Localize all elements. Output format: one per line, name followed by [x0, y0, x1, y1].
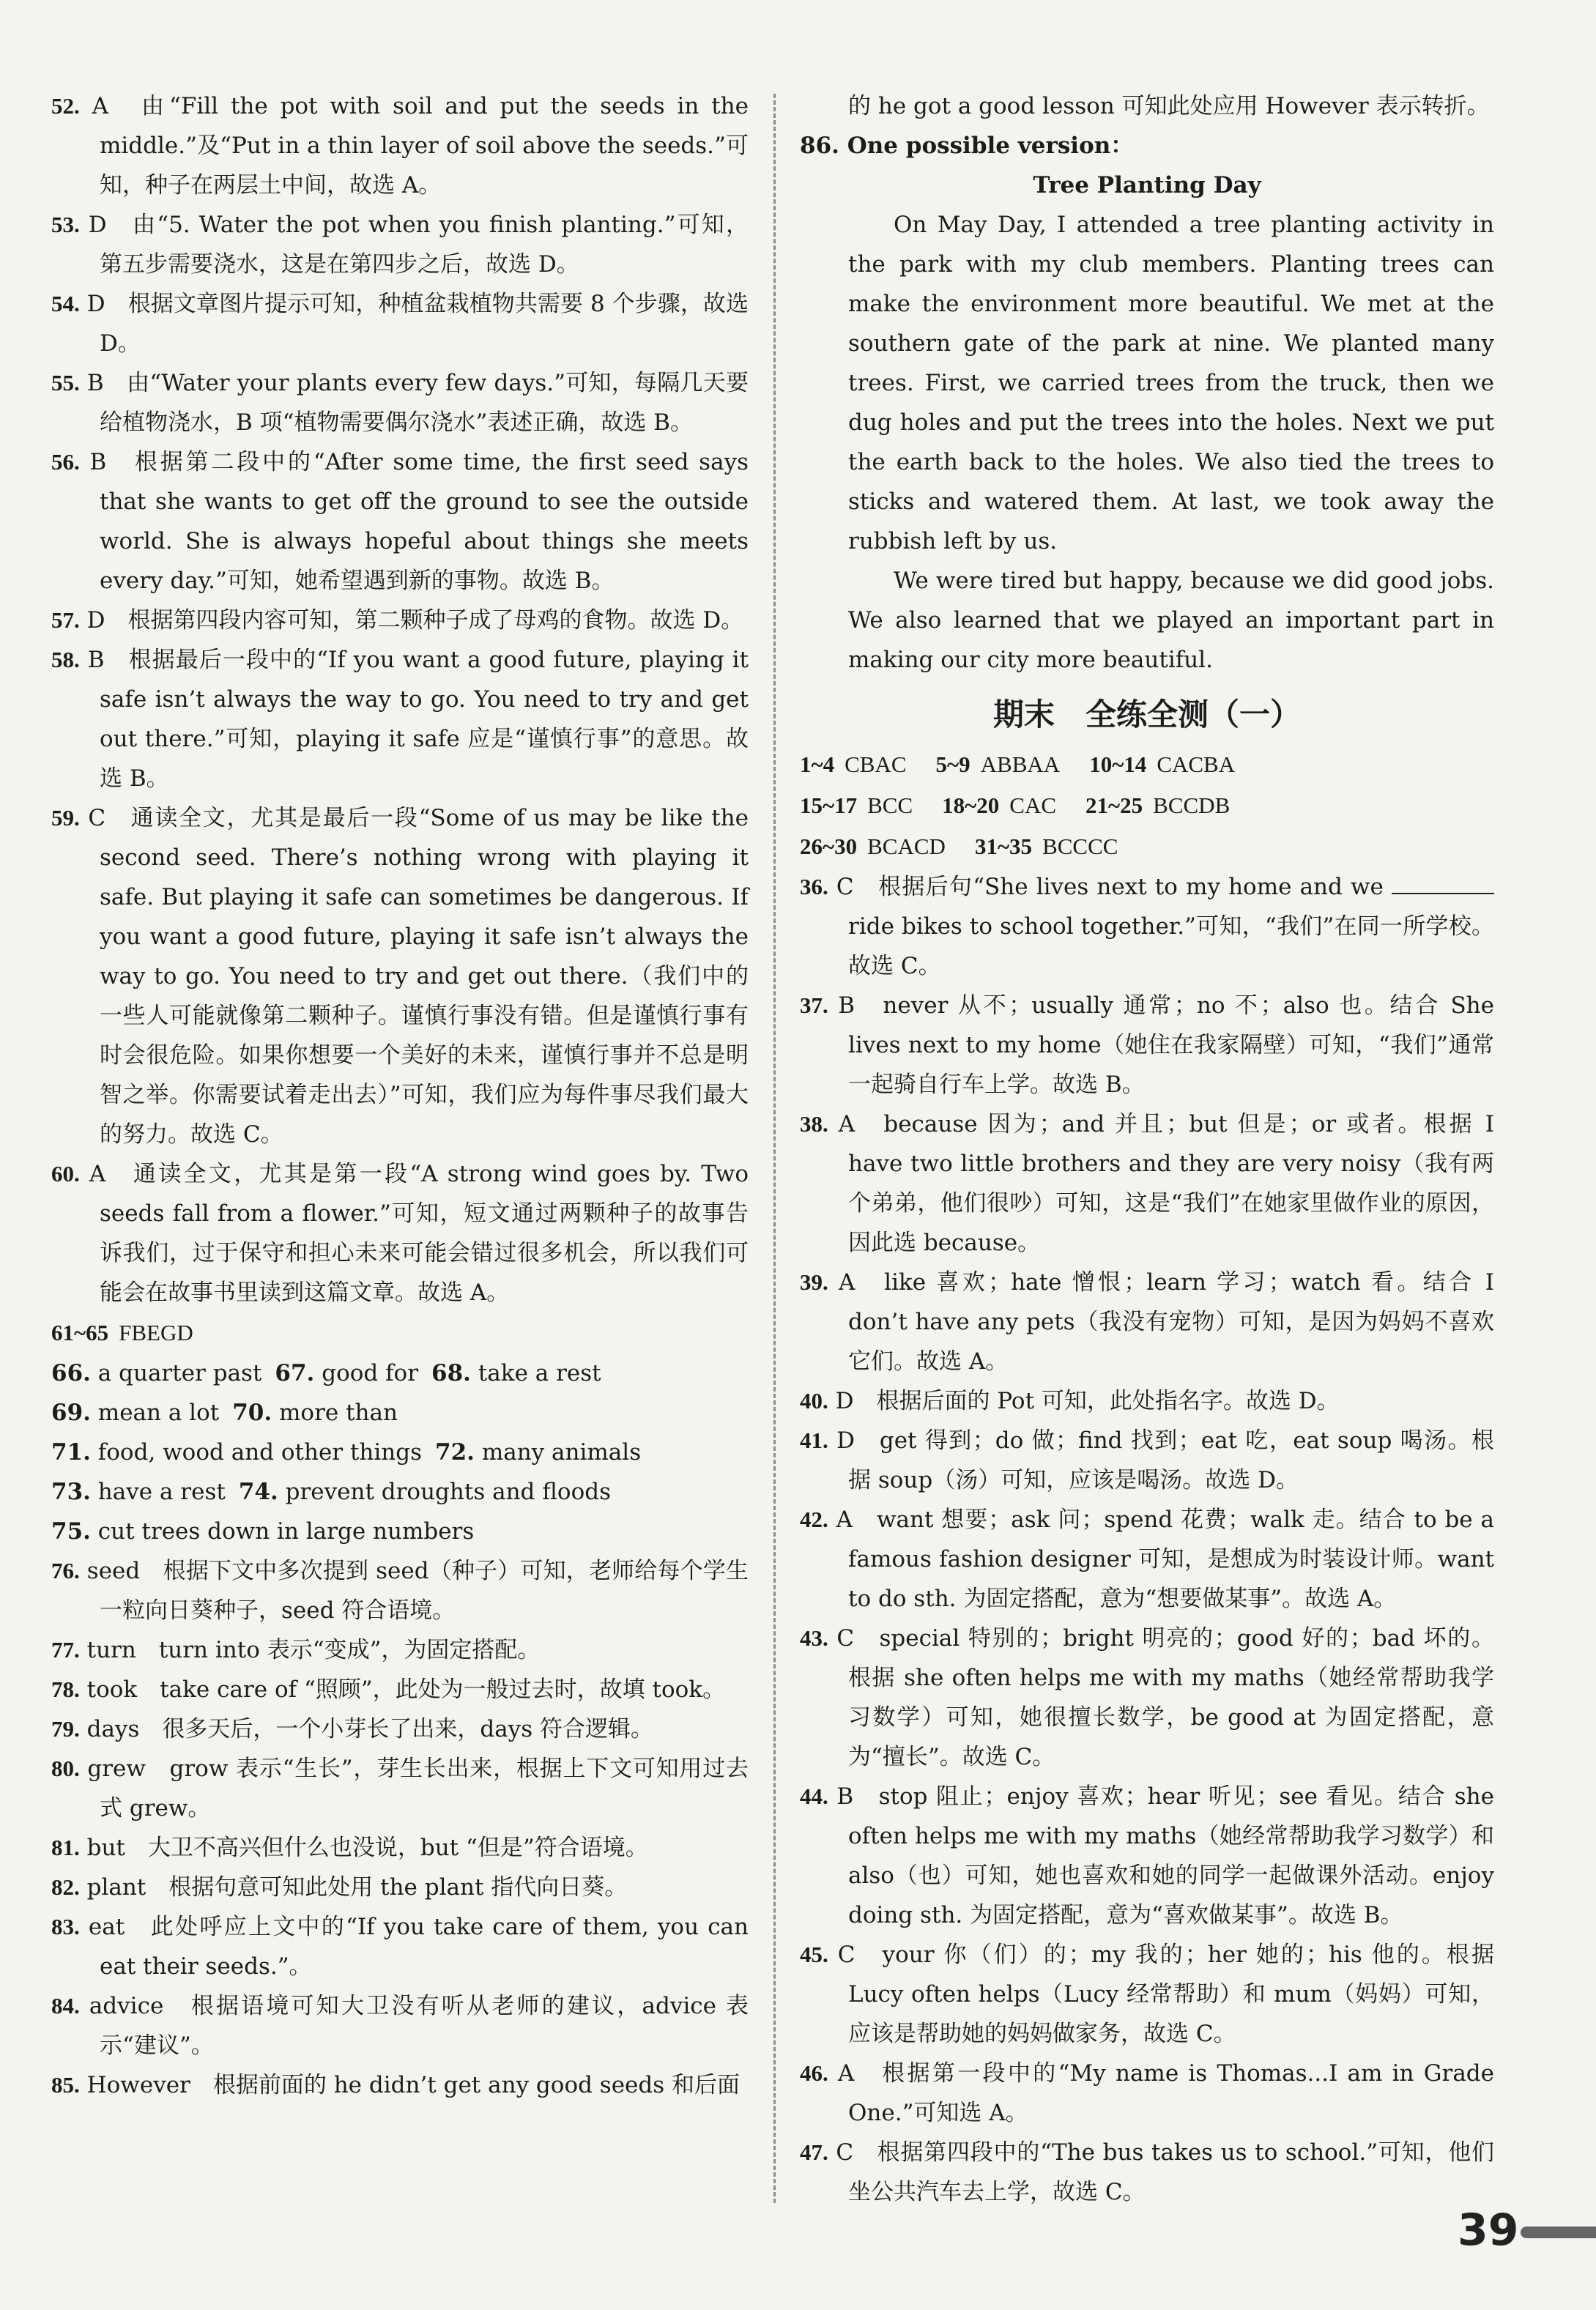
question-range: 1~4 — [800, 751, 835, 777]
left-column — [51, 86, 749, 2105]
answer-text: eat 此处呼应上文中的“If you take care of them, you can eat their seeds.”。 — [88, 1914, 749, 1980]
fill-blank — [1392, 874, 1494, 894]
answer-text: D 根据后面的 Pot 可知，此处指名字。故选 D。 — [835, 1388, 1340, 1414]
question-number: 85. — [51, 2072, 80, 2098]
answer-text: prevent droughts and floods — [285, 1479, 611, 1505]
section-title: 期末 全练全测（一） — [992, 697, 1301, 732]
question-number: 55. — [51, 370, 80, 395]
answer-text: D 根据文章图片提示可知，种植盆栽植物共需要 8 个步骤，故选 D。 — [86, 291, 749, 357]
question-number: 75. — [51, 1518, 91, 1545]
answer-item — [800, 1421, 1494, 1500]
question-range: 10~14 — [1089, 751, 1147, 777]
question-range: 5~9 — [935, 751, 970, 777]
answer-text: ride bikes to school together.”可知，“我们”在同一所学校。故选 C。 — [848, 913, 1494, 979]
answer-item — [800, 1500, 1494, 1619]
answer-text: A 由“Fill the pot with soil and put the seeds in the middle.”及“Put in a thin layer of soil above the seeds.”可知，种子在两层土中间，故选 A。 — [92, 93, 749, 198]
short-answer-line — [51, 1472, 749, 1512]
question-number: 44. — [800, 1783, 828, 1809]
answer-text: C 通读全文，尤其是最后一段“Some of us may be like the second seed. There’s nothing wrong with playing it safe. But playing it safe can sometimes be dangerous. If you want a good future, playing it safe isn’t always the way to go. You need to try and get out there.（我们中的一些人可能就像第二颗种子。谨慎行事没有错。但是谨慎行事有时会很危险。如果你想要一个美好的未来，谨慎行事并不总是明智之举。你需要试着走出去）”可知，我们应为每件事尽我们最大的努力。故选 C。 — [88, 805, 749, 1148]
answer-item — [51, 284, 749, 363]
answer-text: advice 根据语境可知大卫没有听从老师的建议，advice 表示“建议”。 — [89, 1993, 749, 2059]
question-number: 77. — [51, 1637, 80, 1663]
question-range: 21~25 — [1085, 792, 1143, 818]
question-number: 46. — [800, 2060, 828, 2086]
answer-item — [800, 867, 1494, 986]
essay-body — [800, 205, 1494, 680]
essay-paragraph: On May Day, I attended a tree planting activity in the park with my club members. Planting trees can make the environment more beautiful. We met at the southern gate of the park at nine. We planted many trees. First, we carried trees from the truck, then we dug holes and put the trees into the holes. Next we put the earth back to the holes. We also tied the trees to sticks and watered them. At last, we took away the rubbish left by us. — [848, 212, 1494, 554]
answer-text: C 根据后句“She lives next to my home and we — [836, 874, 1384, 900]
short-answer-line — [51, 1353, 749, 1393]
answer-text: A 通读全文，尤其是第一段“A strong wind goes by. Two seeds fall from a flower.”可知，短文通过两颗种子的故事告诉我们，过于保守和担心未来可能会错过很多机会，所以我们可能会在故事书里读到这篇文章。故选 A。 — [89, 1161, 749, 1306]
answer-item — [51, 2065, 749, 2105]
question-number: 54. — [51, 291, 80, 316]
answer-key-line — [51, 1312, 749, 1353]
question-number: 45. — [800, 1942, 828, 1967]
question-number: 76. — [51, 1558, 80, 1583]
answer-item — [51, 1551, 749, 1630]
answer-item — [51, 1828, 749, 1868]
answer-letters: CAC — [1009, 792, 1057, 818]
question-range: 61~65 — [51, 1320, 109, 1345]
answer-text: D 由“5. Water the pot when you finish planting.”可知，第五步需要浇水，这是在第四步之后，故选 D。 — [88, 212, 749, 278]
answer-text: C special 特别的；bright 明亮的；good 好的；bad 坏的。根据 she often helps me with my maths（她经常帮助我学习数学）可知，她很擅长数学，be good at 为固定搭配，意为“擅长”。故选 C。 — [836, 1625, 1495, 1770]
answer-item — [800, 1777, 1494, 1935]
essay-title: Tree Planting Day — [1033, 172, 1261, 198]
answer-letters: FBEGD — [119, 1320, 193, 1345]
answer-text: However 根据前面的 he didn’t get any good seeds 和后面 — [86, 2072, 741, 2098]
short-answer-line — [51, 1512, 749, 1551]
answer-text: C your 你（们）的；my 我的；her 她的；his 他的。根据 Lucy often helps（Lucy 经常帮助）和 mum（妈妈）可知，应该是帮助她的妈妈做家务，故选 C。 — [837, 1942, 1495, 2047]
question-number: 57. — [51, 607, 80, 633]
answer-text: days 很多天后，一个小芽长了出来，days 符合逻辑。 — [86, 1716, 653, 1742]
answer-text: B 由“Water your plants every few days.”可知，每隔几天要给植物浇水，B 项“植物需要偶尔浇水”表述正确，故选 B。 — [86, 370, 749, 436]
answer-text: seed 根据下文中多次提到 seed（种子）可知，老师给每个学生一粒向日葵种子，seed 符合语境。 — [86, 1558, 749, 1624]
question-number: 60. — [51, 1161, 80, 1186]
question-number: 82. — [51, 1874, 80, 1900]
answer-item — [51, 86, 749, 205]
answer-item — [51, 798, 749, 1154]
answer-letters: BCCDB — [1153, 792, 1231, 818]
question-number: 79. — [51, 1716, 80, 1742]
answer-item — [51, 1670, 749, 1709]
question-number: 40. — [800, 1388, 828, 1414]
question-number: 70. — [232, 1400, 272, 1426]
answer-item — [800, 986, 1494, 1104]
question-number: 53. — [51, 212, 80, 237]
question-number: 36. — [800, 874, 828, 899]
question-number: 83. — [51, 1914, 80, 1939]
question-number: 72. — [435, 1439, 475, 1466]
question-number: 84. — [51, 1993, 80, 2019]
essay-label: 86. One possible version： — [800, 133, 1134, 159]
answer-text: plant 根据句意可知此处用 the plant 指代向日葵。 — [86, 1874, 628, 1901]
answer-key-line — [800, 785, 1494, 826]
answer-item — [51, 363, 749, 442]
question-number: 38. — [800, 1111, 828, 1137]
answer-text: more than — [279, 1400, 398, 1426]
answer-letters: CACBA — [1157, 751, 1236, 777]
answer-item — [51, 1630, 749, 1670]
answer-item — [800, 1619, 1494, 1777]
right-column — [800, 86, 1494, 2212]
answer-text: D get 得到；do 做；find 找到；eat 吃，eat soup 喝汤。根据 soup（汤）可知，应该是喝汤。故选 D。 — [836, 1427, 1494, 1493]
question-number: 73. — [51, 1479, 91, 1505]
question-number: 71. — [51, 1439, 91, 1466]
answer-text: B 根据第二段中的“After some time, the first seed says that she wants to get off the ground to see the outside world. She is always hopeful about things she meets every day.”可知，她希望遇到新的事物。故选 B。 — [89, 449, 749, 594]
question-number: 74. — [238, 1479, 278, 1505]
question-number: 47. — [800, 2139, 828, 2165]
answer-text: B never 从不；usually 通常；no 不；also 也。结合 She lives next to my home（她住在我家隔壁）可知，“我们”通常一起骑自行车上学。故选 B。 — [838, 992, 1494, 1098]
question-number: 67. — [275, 1360, 315, 1386]
answer-key-line — [800, 826, 1494, 867]
answer-text: have a rest — [97, 1479, 226, 1505]
answer-letters: BCACD — [867, 833, 946, 859]
question-number: 52. — [51, 93, 80, 119]
essay-paragraph: We were tired but happy, because we did good jobs. We also learned that we played an important part in making our city more beautiful. — [848, 568, 1494, 673]
question-range: 18~20 — [942, 792, 1000, 818]
column-divider — [773, 94, 776, 2203]
short-answer-line — [51, 1393, 749, 1433]
page-tab-decoration — [1521, 2227, 1596, 2238]
answer-text: mean a lot — [97, 1400, 220, 1426]
answer-text: A want 想要；ask 问；spend 花费；walk 走。结合 to be a famous fashion designer 可知，是想成为时装设计师。want to do sth. 为固定搭配，意为“想要做某事”。故选 A。 — [836, 1507, 1494, 1612]
answer-text: A like 喜欢；hate 憎恨；learn 学习；watch 看。结合 I don’t have any pets（我没有宠物）可知，是因为妈妈不喜欢它们。故选 A。 — [839, 1269, 1494, 1375]
answer-text: food, wood and other things — [97, 1439, 423, 1466]
answer-item — [51, 205, 749, 284]
answer-text: A because 因为；and 并且；but 但是；or 或者。根据 I have two little brothers and they are very noisy（我有两个弟弟，他们很吵）可知，这是“我们”在她家里做作业的原因，因此选 because。 — [838, 1111, 1495, 1256]
question-number: 66. — [51, 1360, 91, 1386]
question-number: 59. — [51, 805, 80, 831]
answer-letters: BCCCC — [1042, 833, 1118, 859]
answer-letters: CBAC — [845, 751, 907, 777]
continued-text: 的 he got a good lesson 可知此处应用 However 表示转折。 — [848, 93, 1490, 119]
answer-text: turn turn into 表示“变成”，为固定搭配。 — [86, 1637, 541, 1663]
answer-text: B 根据最后一段中的“If you want a good future, playing it safe isn’t always the way to go. You need to try and get out there.”可知，playing it safe 应是“谨慎行事”的意思。故选 B。 — [87, 647, 749, 792]
answer-text: grew grow 表示“生长”，芽生长出来，根据上下文可知用过去式 grew。 — [87, 1756, 749, 1821]
answer-item — [51, 601, 749, 640]
answer-text: D 根据第四段内容可知，第二颗种子成了母鸡的食物。故选 D。 — [86, 607, 744, 634]
answer-item — [51, 640, 749, 798]
question-number: 69. — [51, 1400, 91, 1426]
answer-key-line — [800, 744, 1494, 785]
question-number: 81. — [51, 1835, 80, 1860]
page-number: 39 — [1458, 2205, 1519, 2256]
question-number: 39. — [800, 1269, 828, 1295]
question-number: 43. — [800, 1625, 828, 1651]
answer-text: take a rest — [478, 1360, 601, 1386]
answer-item — [800, 1263, 1494, 1381]
answer-item — [800, 1104, 1494, 1263]
short-answer-line — [51, 1433, 749, 1472]
answer-item — [51, 1907, 749, 1986]
answer-text: C 根据第四段中的“The bus takes us to school.”可知，他们坐公共汽车去上学，故选 C。 — [836, 2139, 1494, 2205]
answer-item — [800, 2054, 1494, 2133]
answer-item — [800, 2133, 1494, 2212]
answer-text: B stop 阻止；enjoy 喜欢；hear 听见；see 看见。结合 she often helps me with my maths（她经常帮助我学习数学）和 also（也）可知，她也喜欢和她的同学一起做课外活动。enjoy doing sth. 为固定搭配，意为“喜欢做某事”。故选 B。 — [836, 1783, 1494, 1928]
question-range: 15~17 — [800, 792, 858, 818]
question-number: 42. — [800, 1507, 828, 1532]
answer-text: good for — [322, 1360, 419, 1386]
answer-text: took take care of “照顾”，此处为一般过去时，故填 took。 — [86, 1676, 726, 1703]
answer-item — [51, 1749, 749, 1828]
question-range: 26~30 — [800, 833, 858, 859]
question-number: 80. — [51, 1756, 80, 1781]
question-number: 37. — [800, 992, 828, 1018]
question-range: 31~35 — [974, 833, 1033, 859]
answer-item — [51, 442, 749, 601]
answer-item — [51, 1868, 749, 1907]
answer-text: a quarter past — [97, 1360, 262, 1386]
answer-item — [51, 1154, 749, 1312]
answer-text: but 大卫不高兴但什么也没说，but “但是”符合语境。 — [86, 1835, 648, 1861]
question-number: 68. — [431, 1360, 471, 1386]
question-number: 56. — [51, 449, 80, 475]
answer-letters: BCC — [867, 792, 913, 818]
answer-item — [800, 1381, 1494, 1421]
answer-item — [51, 1709, 749, 1749]
answer-text: cut trees down in large numbers — [97, 1518, 475, 1545]
answer-text: A 根据第一段中的“My name is Thomas...I am in Grade One.”可知选 A。 — [837, 2060, 1494, 2126]
answer-item — [51, 1986, 749, 2065]
answer-letters: ABBAA — [980, 751, 1061, 777]
question-number: 78. — [51, 1676, 80, 1702]
answer-item — [800, 1935, 1494, 2054]
question-number: 58. — [51, 647, 80, 672]
answer-text: many animals — [481, 1439, 642, 1466]
question-number: 41. — [800, 1427, 828, 1453]
